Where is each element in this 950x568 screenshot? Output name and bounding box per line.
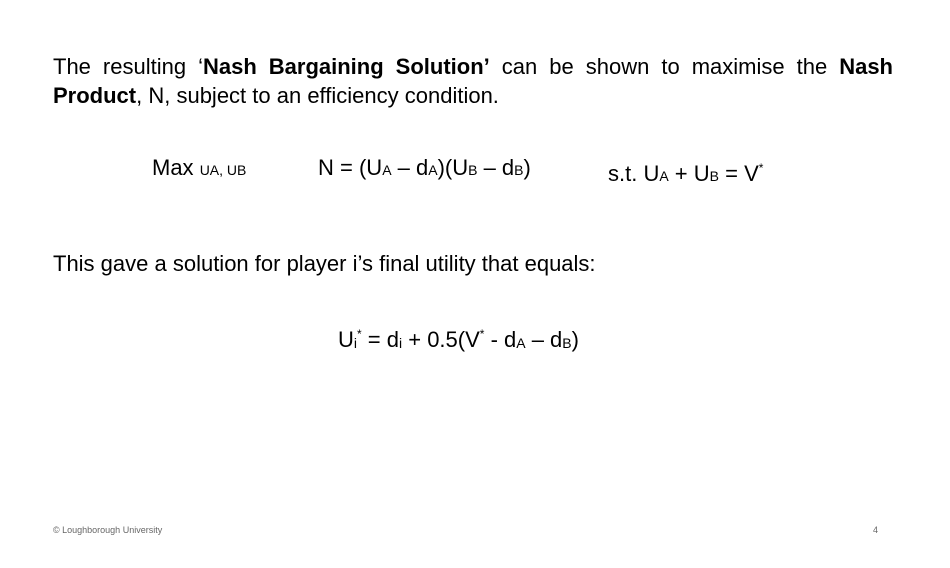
- solution-intro: This gave a solution for player i’s final utility that equals:: [53, 251, 596, 276]
- objective-max: [152, 155, 246, 183]
- eq-ui-part: U: [338, 327, 354, 352]
- intro-paragraph: [53, 52, 893, 110]
- eq-st-part: s.t. U: [608, 161, 660, 186]
- eq-n-sub: A: [382, 162, 392, 178]
- eq-n-sub: B: [468, 162, 478, 178]
- eq-st-part: + U: [668, 161, 710, 186]
- max-label: Max: [152, 155, 194, 180]
- intro-text-3: , N, subject to an efficiency condition.: [136, 83, 499, 108]
- solution-equation: [338, 321, 579, 356]
- intro-bold-nash-bargaining-solution: Nash Bargaining Solution’: [202, 54, 490, 79]
- nash-product-equation: [318, 155, 531, 183]
- intro-bold-nash-product: Nash Product: [53, 54, 893, 108]
- eq-n-sub: A: [428, 162, 438, 178]
- eq-ui-sub: A: [516, 335, 526, 351]
- max-subscript: UA, UB: [199, 162, 247, 178]
- eq-n-part: ): [523, 155, 531, 180]
- eq-n-part: N = (U: [318, 155, 383, 180]
- eq-n-part: )(U: [437, 155, 469, 180]
- eq-st-sup: *: [758, 161, 764, 175]
- efficiency-constraint: [608, 155, 763, 189]
- eq-ui-sub: i: [399, 335, 403, 351]
- eq-st-sub: B: [709, 168, 719, 184]
- eq-ui-sub: B: [562, 335, 572, 351]
- eq-n-sub: B: [514, 162, 524, 178]
- eq-st-sub: A: [659, 168, 669, 184]
- eq-ui-part: = d: [361, 327, 399, 352]
- eq-n-part: – d: [391, 155, 429, 180]
- eq-ui-part: – d: [525, 327, 563, 352]
- eq-n-part: – d: [477, 155, 515, 180]
- page-number: 4: [872, 525, 878, 535]
- intro-text-1: The resulting ‘: [53, 54, 203, 79]
- eq-ui-sub: i: [353, 335, 358, 351]
- intro-text-2: can be shown to maximise the: [489, 54, 840, 79]
- eq-st-part: = V: [719, 161, 759, 186]
- eq-ui-sup: *: [479, 327, 485, 341]
- eq-ui-sup: *: [357, 327, 362, 341]
- footer-copyright: © Loughborough University: [53, 525, 163, 535]
- eq-ui-part: - d: [484, 327, 517, 352]
- eq-ui-part: ): [571, 327, 579, 352]
- eq-ui-part: + 0.5(V: [402, 327, 480, 352]
